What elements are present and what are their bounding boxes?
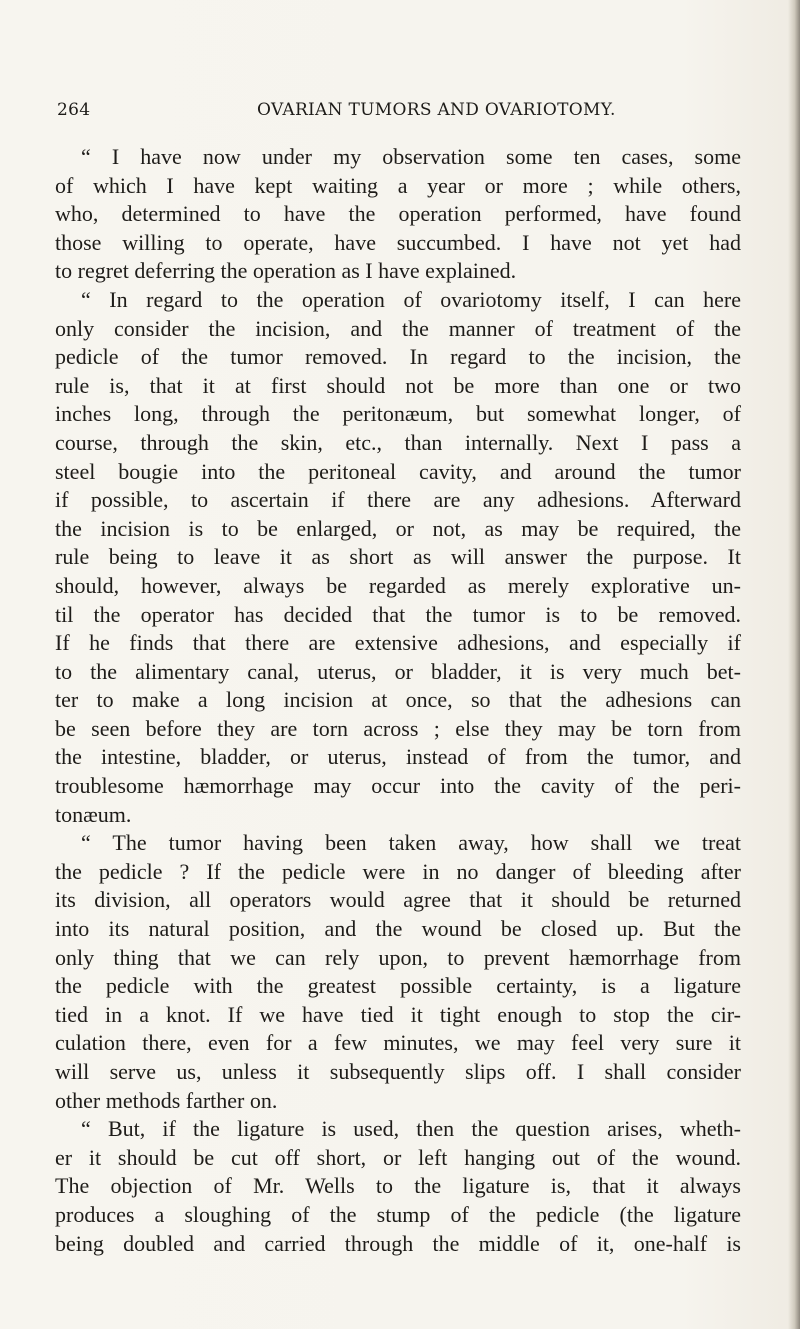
page-number: 264 [57,100,91,120]
text-line: of which I have kept waiting a year or more ; while others, [55,172,741,198]
text-line: being doubled and carried through the middle of it, one-half is [55,1230,741,1256]
text-line: only consider the incision, and the manner of treatment of the [55,315,741,341]
text-line: the incision is to be enlarged, or not, as may be required, the [55,515,741,541]
running-title: OVARIAN TUMORS AND OVARIOTOMY. [257,100,616,120]
text-line: er it should be cut off short, or left hanging out of the wound. [55,1144,741,1170]
text-line: pedicle of the tumor removed. In regard to the incision, the [55,344,741,370]
text-line: the intestine, bladder, or uterus, instead of from the tumor, and [55,744,741,770]
text-line: steel bougie into the peritoneal cavity, and around the tumor [55,458,741,484]
text-line: into its natural position, and the wound be closed up. But the [55,916,741,942]
page-edge-shadow [788,0,800,1329]
text-line: to regret deferring the operation as I have explained. [55,258,517,284]
text-line: course, through the skin, etc., than internally. Next I pass a [55,429,741,455]
text-line: ter to make a long incision at once, so that the adhesions can [55,687,741,713]
text-line: only thing that we can rely upon, to prevent hæmorrhage from [55,944,741,970]
text-line: tied in a knot. If we have tied it tight enough to stop the cir- [55,1001,741,1027]
text-line: “ I have now under my observation some ten cases, some [81,144,741,169]
text-line: the pedicle with the greatest possible certainty, is a ligature [55,973,741,999]
text-line: rule is, that it at first should not be more than one or two [55,372,741,398]
text-line: other methods farther on. [55,1087,278,1113]
text-line: troublesome hæmorrhage may occur into the cavity of the peri- [55,773,741,799]
body-text [55,143,741,1258]
text-line: rule being to leave it as short as will answer the purpose. It [55,544,741,570]
text-line: those willing to operate, have succumbed. I have not yet had [55,229,741,255]
text-line: If he finds that there are extensive adhesions, and especially if [55,630,741,656]
text-line: if possible, to ascertain if there are any adhesions. Afterward [55,487,741,513]
running-head [57,100,737,128]
text-line: produces a sloughing of the stump of the pedicle (the ligature [55,1201,741,1227]
text-line: tonæum. [55,801,132,827]
text-line: “ The tumor having been taken away, how shall we treat [81,830,741,856]
text-line: “ But, if the ligature is used, then the question arises, wheth- [81,1116,741,1142]
text-line: its division, all operators would agree that it should be returned [55,887,741,913]
text-line: should, however, always be regarded as merely explorative un- [55,572,741,598]
text-line: the pedicle ? If the pedicle were in no danger of bleeding after [55,858,741,884]
text-line: culation there, even for a few minutes, we may feel very sure it [55,1030,741,1056]
text-line: “ In regard to the operation of ovariotomy itself, I can here [81,286,741,312]
text-line: will serve us, unless it subsequently slips off. I shall consider [55,1059,741,1084]
text-line: til the operator has decided that the tumor is to be removed. [55,601,741,627]
text-line: who, determined to have the operation performed, have found [55,201,741,227]
text-line: to the alimentary canal, uterus, or bladder, it is very much bet- [55,658,741,684]
text-line: inches long, through the peritonæum, but somewhat longer, of [55,401,741,427]
text-line: The objection of Mr. Wells to the ligature is, that it always [55,1173,741,1199]
text-line: be seen before they are torn across ; else they may be torn from [55,715,741,741]
